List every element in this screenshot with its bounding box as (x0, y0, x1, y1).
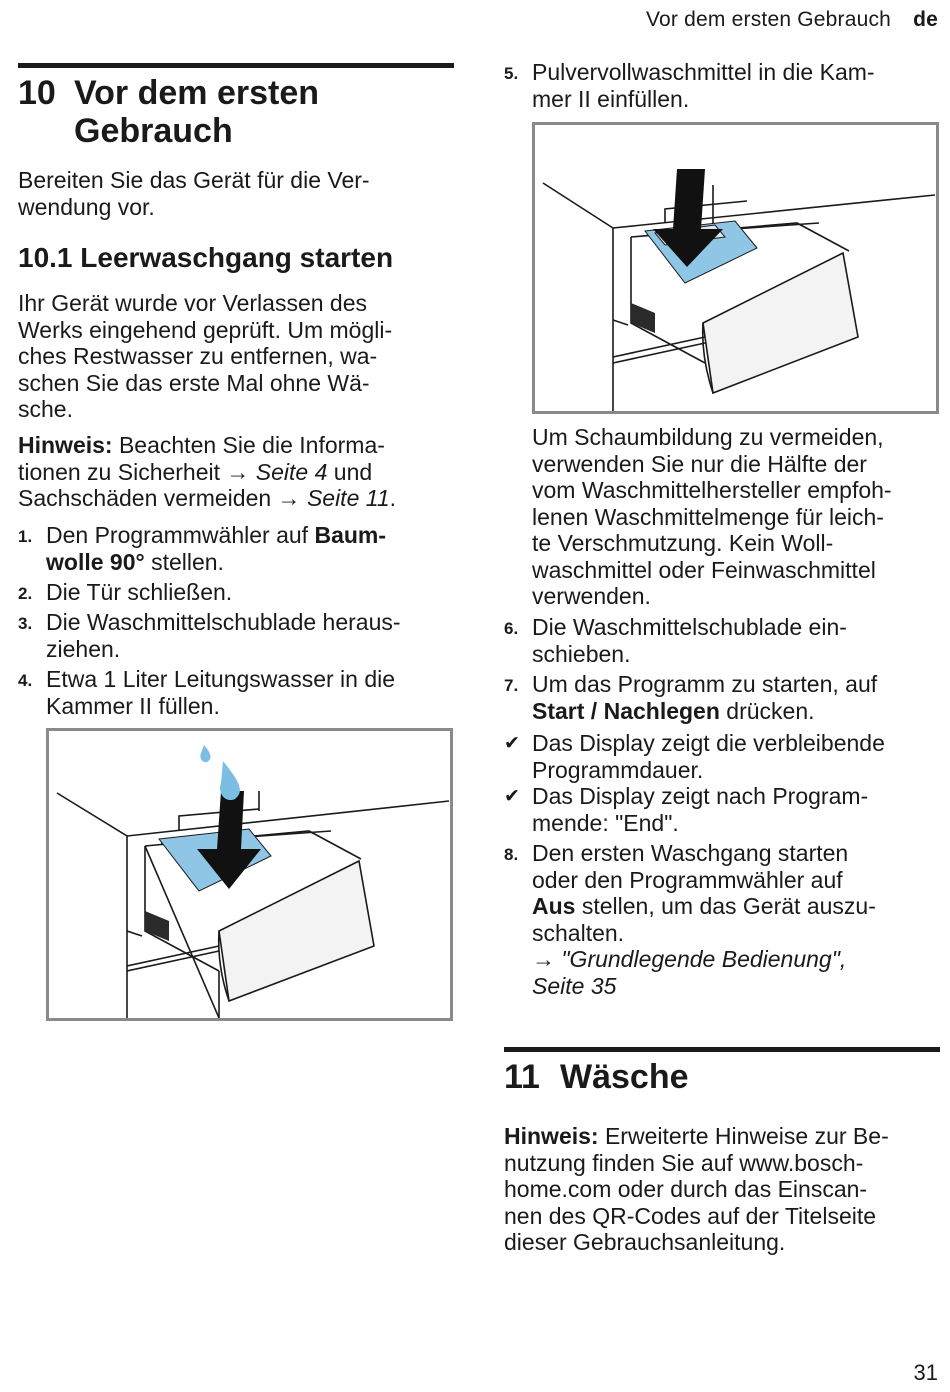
note-label: Hinweis: (504, 1123, 599, 1149)
result-2: ✔ Das Display zeigt nach Program- mende: "End". (504, 783, 869, 836)
subsection-heading: 10.1 Leerwaschgang starten (18, 242, 394, 273)
section-title: Wäsche (560, 1058, 689, 1096)
section-title-cont: Gebrauch (74, 112, 233, 150)
subsection-paragraph: Ihr Gerät wurde vor Verlassen des Werks eingehend geprüft. Um mögli- ches Restwasser zu entfernen, wa- schen Sie das erste Mal ohne Wä- sche. (18, 290, 393, 422)
step-number: 3. (18, 614, 33, 633)
drawer-water-illustration (49, 731, 450, 1018)
check-icon: ✔ (504, 733, 520, 754)
page-number: 31 (913, 1360, 938, 1385)
section-title: Vor dem ersten (74, 74, 320, 112)
step-number: 1. (18, 527, 33, 546)
page-link[interactable]: Seite 4 (255, 458, 328, 485)
step-6: 6. Die Waschmittelschublade ein- schieben. (504, 614, 847, 667)
nachlegen-button-label: Nachlegen (603, 697, 720, 724)
step-number: 2. (18, 584, 33, 603)
step-number: 7. (504, 676, 519, 695)
step-number: 6. (504, 619, 519, 638)
section-rule (18, 63, 454, 68)
section-11-note: Hinweis: Erweiterte Hinweise zur Be- nutzung finden Sie auf www.bosch- home.com oder durch das Einscan- nen des QR-Codes auf der Titelseite dieser Gebrauchsanleitung. (504, 1123, 889, 1255)
result-1: ✔ Das Display zeigt die verbleibende Programmdauer. (504, 730, 885, 783)
running-header (646, 8, 938, 32)
step-1: 1. Den Programmwähler auf Baum- wolle 90° stellen. (18, 522, 387, 575)
header-title: Vor dem ersten Gebrauch (646, 8, 892, 31)
section-number: 11 (504, 1058, 540, 1096)
section-rule (504, 1047, 940, 1052)
step-7: 7. Um das Programm zu starten, auf Start / Nachlegen drücken. (504, 671, 878, 724)
section-10-heading (18, 74, 454, 154)
detergent-info: Um Schaumbildung zu vermeiden, verwenden Sie nur die Hälfte der vom Waschmittelhersteller empfoh- lenen Waschmittelmenge für leich- te Verschmutzung. Kein Woll- waschmittel oder Feinwaschmittel verwenden. (532, 424, 892, 609)
step-number: 8. (504, 845, 519, 864)
step-number: 4. (18, 671, 33, 690)
drawer-detergent-illustration (535, 125, 936, 411)
note-label: Hinweis: (18, 432, 113, 458)
start-button-label: Start (532, 697, 585, 724)
header-lang: de (913, 8, 938, 31)
cross-reference-page[interactable]: Seite 35 (532, 972, 617, 999)
illustration-detergent-fill (532, 122, 939, 414)
step-3: 3. Die Waschmittelschublade heraus- ziehen. (18, 609, 401, 662)
section-11-heading (504, 1058, 940, 1098)
page-link[interactable]: Seite 11 (306, 485, 390, 511)
step-4: 4. Etwa 1 Liter Leitungswasser in die Kammer II füllen. (18, 666, 396, 719)
cross-reference-link[interactable]: → "Grundlegende Bedienung", (532, 946, 847, 972)
illustration-water-fill (46, 728, 453, 1021)
section-number: 10 (18, 74, 56, 112)
step-5: 5. Pulvervollwaschmittel in die Kam- mer II einfüllen. (504, 59, 875, 112)
step-8: 8. Den ersten Waschgang starten oder den Programmwähler auf Aus stellen, um das Gerät auszu- schalten. → "Grundlegende Bedienung", Seite 35 (504, 840, 940, 999)
note-paragraph: Hinweis: Beachten Sie die Informa- tionen zu Sicherheit → Seite 4 und Sachschäden vermeiden → Seite 11. (18, 432, 397, 511)
intro-paragraph: Bereiten Sie das Gerät für die Ver- wendung vor. (18, 167, 370, 220)
step-2: 2. Die Tür schließen. (18, 579, 454, 606)
step-number: 5. (504, 64, 519, 83)
check-icon: ✔ (504, 786, 520, 807)
